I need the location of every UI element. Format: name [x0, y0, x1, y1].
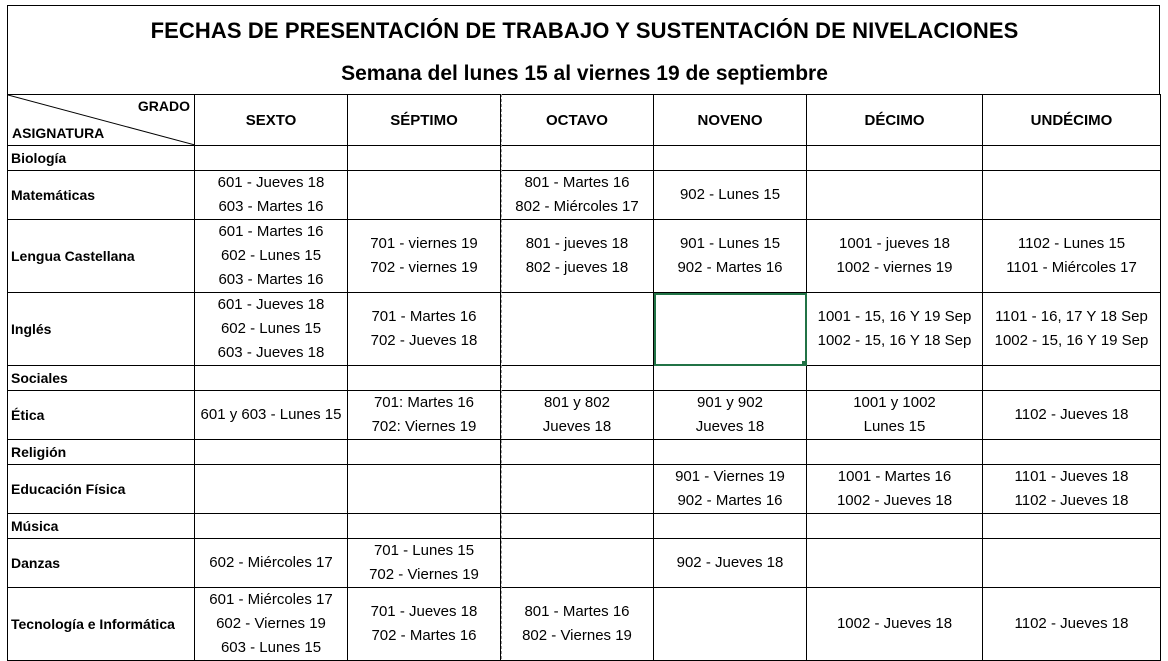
schedule-cell[interactable] — [983, 293, 1161, 366]
cell-line: 702 - Martes 16 — [371, 627, 477, 644]
schedule-cell[interactable] — [654, 539, 807, 588]
page-title[interactable]: FECHAS DE PRESENTACIÓN DE TRABAJO Y SUSTENTACIÓN DE NIVELACIONES — [150, 18, 1019, 43]
table-row — [8, 366, 1161, 391]
schedule-cell[interactable] — [348, 220, 501, 293]
cell-line: 601 - Miércoles 17 — [209, 591, 333, 608]
schedule-cell[interactable] — [348, 171, 501, 220]
cell-line: 901 y 902 — [697, 394, 763, 411]
corner-grado-label: GRADO — [137, 98, 190, 114]
cell-line: 702 - Viernes 19 — [369, 566, 479, 583]
schedule-cell[interactable] — [501, 366, 654, 391]
schedule-cell[interactable] — [983, 465, 1161, 514]
schedule-cell[interactable] — [195, 171, 348, 220]
cell-line: 1001 - Martes 16 — [837, 468, 952, 485]
table-row — [8, 440, 1161, 465]
schedule-cell[interactable] — [501, 588, 654, 661]
schedule-cell[interactable] — [195, 146, 348, 171]
table-row — [8, 146, 1161, 171]
schedule-cell[interactable] — [807, 440, 983, 465]
schedule-cell[interactable] — [983, 146, 1161, 171]
grade-header-3[interactable]: NOVENO — [654, 95, 807, 146]
schedule-cell[interactable] — [807, 465, 983, 514]
subject-cell[interactable]: Religión — [8, 440, 195, 465]
subject-cell[interactable]: Tecnología e Informática — [8, 588, 195, 661]
grade-header-1[interactable]: SÉPTIMO — [348, 95, 501, 146]
schedule-table — [7, 94, 1161, 661]
subject-cell[interactable]: Inglés — [8, 293, 195, 366]
schedule-cell[interactable] — [195, 440, 348, 465]
cell-line: Jueves 18 — [695, 418, 765, 435]
schedule-cell[interactable] — [348, 366, 501, 391]
spreadsheet — [7, 5, 1160, 656]
schedule-cell[interactable] — [983, 391, 1161, 440]
schedule-cell[interactable] — [195, 588, 348, 661]
cell-line: 1002 - 15, 16 Y 18 Sep — [817, 332, 972, 349]
cell-line: 1002 - viernes 19 — [836, 259, 953, 276]
schedule-cell[interactable] — [501, 391, 654, 440]
subject-cell[interactable]: Matemáticas — [8, 171, 195, 220]
subject-cell[interactable]: Música — [8, 514, 195, 539]
subject-cell[interactable]: Ética — [8, 391, 195, 440]
schedule-cell[interactable] — [807, 366, 983, 391]
cell-line: 603 - Lunes 15 — [220, 639, 322, 656]
cell-line: 603 - Jueves 18 — [217, 344, 325, 361]
cell-line: 602 - Miércoles 17 — [209, 554, 333, 571]
schedule-cell[interactable] — [983, 440, 1161, 465]
cell-line: 701 - viernes 19 — [370, 235, 478, 252]
cell-line: 901 - Lunes 15 — [679, 235, 781, 252]
corner-header-cell[interactable] — [8, 95, 195, 146]
schedule-cell[interactable] — [654, 220, 807, 293]
cell-line: 702 - Jueves 18 — [370, 332, 478, 349]
subject-cell[interactable]: Educación Física — [8, 465, 195, 514]
cell-line: 901 - Viernes 19 — [675, 468, 785, 485]
subject-cell[interactable]: Sociales — [8, 366, 195, 391]
schedule-cell[interactable] — [807, 391, 983, 440]
schedule-cell[interactable] — [348, 391, 501, 440]
cell-line: 801 - Martes 16 — [524, 603, 630, 620]
schedule-cell[interactable] — [501, 539, 654, 588]
schedule-cell[interactable] — [195, 366, 348, 391]
page-subtitle[interactable]: Semana del lunes 15 al viernes 19 de septiembre — [341, 62, 828, 85]
cell-line: 902 - Martes 16 — [677, 492, 783, 509]
schedule-cell[interactable] — [807, 539, 983, 588]
cell-line: 702 - viernes 19 — [370, 259, 478, 276]
schedule-cell[interactable] — [501, 465, 654, 514]
corner-asignatura-label: ASIGNATURA — [12, 125, 105, 141]
cell-line: 601 - Jueves 18 — [217, 174, 325, 191]
cell-line: 701: Martes 16 — [373, 394, 475, 411]
fill-handle[interactable] — [802, 361, 807, 366]
cell-line: 601 - Martes 16 — [218, 223, 324, 240]
schedule-cell[interactable] — [501, 220, 654, 293]
table-row — [8, 514, 1161, 539]
grade-header-0[interactable]: SEXTO — [195, 95, 348, 146]
table-row — [8, 539, 1161, 588]
schedule-cell[interactable] — [348, 146, 501, 171]
schedule-cell[interactable] — [195, 539, 348, 588]
cell-line: 802 - Viernes 19 — [522, 627, 632, 644]
cell-line: Lunes 15 — [863, 418, 926, 435]
cell-line: 603 - Martes 16 — [218, 198, 324, 215]
schedule-cell[interactable] — [501, 440, 654, 465]
cell-line: 1102 - Jueves 18 — [1014, 615, 1129, 632]
schedule-cell[interactable] — [195, 220, 348, 293]
schedule-cell[interactable] — [654, 588, 807, 661]
grade-header-4[interactable]: DÉCIMO — [807, 95, 983, 146]
cell-line: 701 - Martes 16 — [371, 308, 477, 325]
cell-line: 1001 y 1002 — [853, 394, 936, 411]
cell-line: 1001 - jueves 18 — [839, 235, 950, 252]
schedule-cell[interactable] — [348, 465, 501, 514]
schedule-cell[interactable] — [654, 171, 807, 220]
cell-line: 1002 - 15, 16 Y 19 Sep — [994, 332, 1149, 349]
table-row — [8, 220, 1161, 293]
schedule-cell[interactable] — [501, 293, 654, 366]
selected-cell[interactable] — [654, 293, 807, 366]
schedule-cell[interactable] — [807, 171, 983, 220]
schedule-cell[interactable] — [807, 146, 983, 171]
cell-line: Jueves 18 — [542, 418, 612, 435]
schedule-cell[interactable] — [983, 588, 1161, 661]
subject-cell[interactable]: Danzas — [8, 539, 195, 588]
schedule-cell[interactable] — [654, 514, 807, 539]
cell-line: 802 - jueves 18 — [525, 259, 629, 276]
schedule-cell[interactable] — [195, 391, 348, 440]
schedule-cell[interactable] — [807, 514, 983, 539]
schedule-cell[interactable] — [654, 366, 807, 391]
cell-line: 603 - Martes 16 — [218, 271, 324, 288]
cell-line: 701 - Jueves 18 — [370, 603, 478, 620]
cell-line: 1001 - 15, 16 Y 19 Sep — [817, 308, 972, 325]
schedule-cell[interactable] — [654, 391, 807, 440]
cell-line: 902 - Martes 16 — [677, 259, 783, 276]
schedule-cell[interactable] — [348, 293, 501, 366]
cell-line: 702: Viernes 19 — [371, 418, 477, 435]
subject-cell[interactable]: Biología — [8, 146, 195, 171]
schedule-cell[interactable] — [501, 171, 654, 220]
cell-line: 902 - Lunes 15 — [679, 186, 781, 203]
schedule-cell[interactable] — [983, 220, 1161, 293]
cell-line: 801 - Martes 16 — [524, 174, 630, 191]
cell-line: 1002 - Jueves 18 — [836, 615, 953, 632]
table-row — [8, 391, 1161, 440]
schedule-cell[interactable] — [501, 514, 654, 539]
cell-line: 1102 - Jueves 18 — [1014, 492, 1129, 509]
schedule-cell[interactable] — [348, 588, 501, 661]
schedule-cell[interactable] — [348, 440, 501, 465]
cell-line: 602 - Lunes 15 — [220, 320, 322, 337]
cell-line: 602 - Viernes 19 — [216, 615, 326, 632]
cell-line: 1101 - 16, 17 Y 18 Sep — [995, 308, 1148, 325]
cell-line: 902 - Jueves 18 — [676, 554, 784, 571]
schedule-cell[interactable] — [501, 146, 654, 171]
schedule-cell[interactable] — [654, 465, 807, 514]
table-row — [8, 588, 1161, 661]
cell-line: 601 - Jueves 18 — [217, 296, 325, 313]
schedule-cell[interactable] — [348, 514, 501, 539]
cell-line: 601 y 603 - Lunes 15 — [200, 406, 342, 423]
table-row — [8, 465, 1161, 514]
schedule-cell[interactable] — [195, 293, 348, 366]
page-break-line — [501, 94, 502, 659]
cell-line: 801 - jueves 18 — [525, 235, 629, 252]
grade-header-5[interactable]: UNDÉCIMO — [983, 95, 1161, 146]
schedule-cell[interactable] — [807, 293, 983, 366]
cell-line: 1101 - Miércoles 17 — [1006, 259, 1137, 276]
grade-header-2[interactable]: OCTAVO — [501, 95, 654, 146]
cell-line: 801 y 802 — [544, 394, 610, 411]
schedule-cell[interactable] — [807, 220, 983, 293]
schedule-cell[interactable] — [983, 514, 1161, 539]
cell-line: 1101 - Jueves 18 — [1014, 468, 1129, 485]
schedule-cell[interactable] — [195, 465, 348, 514]
cell-line: 1002 - Jueves 18 — [836, 492, 953, 509]
table-row — [8, 171, 1161, 220]
schedule-cell[interactable] — [983, 539, 1161, 588]
schedule-cell[interactable] — [654, 440, 807, 465]
schedule-cell[interactable] — [195, 514, 348, 539]
cell-line: 1102 - Lunes 15 — [1017, 235, 1126, 252]
subject-cell[interactable]: Lengua Castellana — [8, 220, 195, 293]
cell-line: 701 - Lunes 15 — [373, 542, 475, 559]
schedule-cell[interactable] — [983, 171, 1161, 220]
schedule-cell[interactable] — [983, 366, 1161, 391]
cell-line: 802 - Miércoles 17 — [515, 198, 639, 215]
cell-line: 1102 - Jueves 18 — [1014, 406, 1129, 423]
cell-line: 602 - Lunes 15 — [220, 247, 322, 264]
schedule-cell[interactable] — [348, 539, 501, 588]
schedule-cell[interactable] — [654, 146, 807, 171]
schedule-cell[interactable] — [807, 588, 983, 661]
table-row — [8, 293, 1161, 366]
title-box — [7, 5, 1160, 95]
